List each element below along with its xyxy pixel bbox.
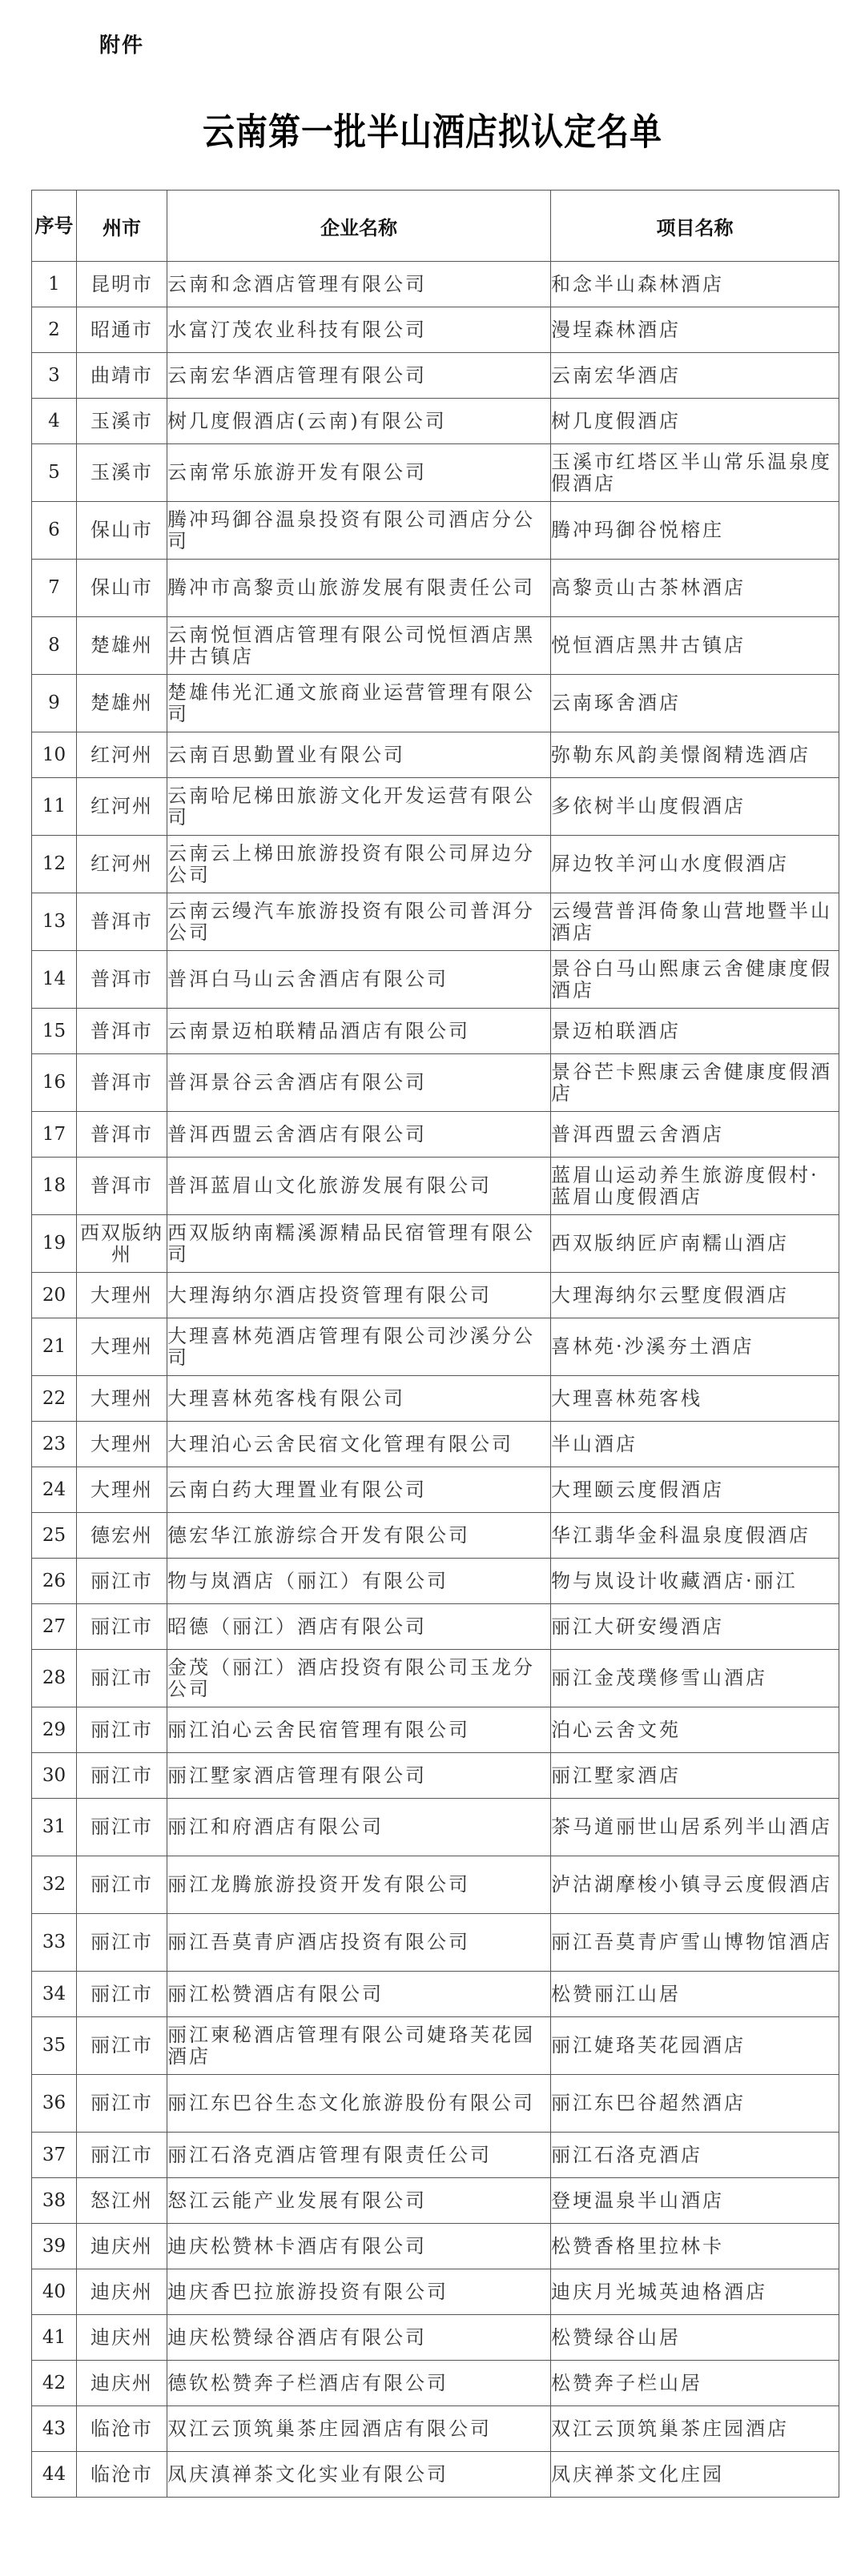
header-serial-number: 序号 [32, 191, 77, 262]
table-row [32, 2315, 839, 2361]
company-name-cell: 迪庆松赞林卡酒店有限公司 [167, 2224, 551, 2269]
company-name-cell: 普洱白马山云舍酒店有限公司 [167, 951, 551, 1009]
project-name-cell: 半山酒店 [551, 1422, 839, 1467]
city-cell: 丽江市 [77, 1856, 167, 1914]
serial-number-cell: 21 [32, 1318, 77, 1376]
serial-number-cell: 34 [32, 1972, 77, 2017]
company-name-cell: 云南云上梯田旅游投资有限公司屏边分公司 [167, 836, 551, 893]
table-row [32, 1650, 839, 1707]
table-row [32, 617, 839, 675]
company-name-cell: 西双版纳南糯溪源精品民宿管理有限公司 [167, 1215, 551, 1273]
project-name-cell: 丽江石洛克酒店 [551, 2133, 839, 2178]
project-name-cell: 大理海纳尔云墅度假酒店 [551, 1273, 839, 1318]
table-row [32, 502, 839, 560]
company-name-cell: 丽江柬秘酒店管理有限公司婕珞芙花园酒店 [167, 2017, 551, 2075]
city-cell: 普洱市 [77, 1009, 167, 1054]
project-name-cell: 屏边牧羊河山水度假酒店 [551, 836, 839, 893]
serial-number-cell: 31 [32, 1799, 77, 1856]
table-row [32, 2133, 839, 2178]
table-row [32, 1376, 839, 1422]
city-cell: 大理州 [77, 1318, 167, 1376]
city-cell: 大理州 [77, 1376, 167, 1422]
company-name-cell: 大理喜林苑客栈有限公司 [167, 1376, 551, 1422]
city-cell: 迪庆州 [77, 2269, 167, 2315]
serial-number-cell: 25 [32, 1513, 77, 1559]
header-city: 州市 [77, 191, 167, 262]
city-cell: 德宏州 [77, 1513, 167, 1559]
table-row [32, 1559, 839, 1604]
table-row [32, 353, 839, 399]
city-cell: 丽江市 [77, 2017, 167, 2075]
serial-number-cell: 14 [32, 951, 77, 1009]
project-name-cell: 多依树半山度假酒店 [551, 778, 839, 836]
serial-number-cell: 5 [32, 444, 77, 502]
table-row [32, 560, 839, 617]
page-title: 云南第一批半山酒店拟认定名单 [203, 110, 662, 154]
city-cell: 丽江市 [77, 2075, 167, 2133]
city-cell: 红河州 [77, 778, 167, 836]
company-name-cell: 德钦松赞奔子栏酒店有限公司 [167, 2361, 551, 2406]
city-cell: 丽江市 [77, 1650, 167, 1707]
project-name-cell: 西双版纳匠庐南糯山酒店 [551, 1215, 839, 1273]
company-name-cell: 云南悦恒酒店管理有限公司悦恒酒店黑井古镇店 [167, 617, 551, 675]
table-row [32, 836, 839, 893]
hotel-list-table [31, 190, 839, 2498]
company-name-cell: 云南和念酒店管理有限公司 [167, 262, 551, 307]
project-name-cell: 景谷白马山熙康云舍健康度假酒店 [551, 951, 839, 1009]
company-name-cell: 云南百思勤置业有限公司 [167, 732, 551, 778]
company-name-cell: 普洱西盟云舍酒店有限公司 [167, 1112, 551, 1158]
serial-number-cell: 17 [32, 1112, 77, 1158]
company-name-cell: 丽江和府酒店有限公司 [167, 1799, 551, 1856]
project-name-cell: 漫埕森林酒店 [551, 307, 839, 353]
serial-number-cell: 19 [32, 1215, 77, 1273]
serial-number-cell: 13 [32, 893, 77, 951]
company-name-cell: 普洱蓝眉山文化旅游发展有限公司 [167, 1158, 551, 1215]
company-name-cell: 大理海纳尔酒店投资管理有限公司 [167, 1273, 551, 1318]
company-name-cell: 丽江松赞酒店有限公司 [167, 1972, 551, 2017]
table-row [32, 1273, 839, 1318]
city-cell: 迪庆州 [77, 2315, 167, 2361]
table-row [32, 2452, 839, 2498]
table-row [32, 2017, 839, 2075]
city-cell: 普洱市 [77, 1158, 167, 1215]
project-name-cell: 景谷芒卡熙康云舍健康度假酒店 [551, 1054, 839, 1112]
project-name-cell: 泸沽湖摩梭小镇寻云度假酒店 [551, 1856, 839, 1914]
city-cell: 丽江市 [77, 1559, 167, 1604]
company-name-cell: 丽江泊心云舍民宿管理有限公司 [167, 1707, 551, 1753]
project-name-cell: 丽江婕珞芙花园酒店 [551, 2017, 839, 2075]
serial-number-cell: 26 [32, 1559, 77, 1604]
table-row [32, 2224, 839, 2269]
table-row [32, 2075, 839, 2133]
table-row [32, 1422, 839, 1467]
company-name-cell: 物与岚酒店（丽江）有限公司 [167, 1559, 551, 1604]
company-name-cell: 迪庆松赞绿谷酒店有限公司 [167, 2315, 551, 2361]
company-name-cell: 云南宏华酒店管理有限公司 [167, 353, 551, 399]
company-name-cell: 丽江吾莫青庐酒店投资有限公司 [167, 1914, 551, 1972]
serial-number-cell: 24 [32, 1467, 77, 1513]
company-name-cell: 腾冲市高黎贡山旅游发展有限责任公司 [167, 560, 551, 617]
table-row [32, 675, 839, 732]
project-name-cell: 普洱西盟云舍酒店 [551, 1112, 839, 1158]
project-name-cell: 云缦营普洱倚象山营地暨半山酒店 [551, 893, 839, 951]
company-name-cell: 云南景迈柏联精品酒店有限公司 [167, 1009, 551, 1054]
serial-number-cell: 4 [32, 399, 77, 444]
company-name-cell: 云南云缦汽车旅游投资有限公司普洱分公司 [167, 893, 551, 951]
company-name-cell: 丽江东巴谷生态文化旅游股份有限公司 [167, 2075, 551, 2133]
table-row [32, 2361, 839, 2406]
city-cell: 丽江市 [77, 1753, 167, 1799]
project-name-cell: 景迈柏联酒店 [551, 1009, 839, 1054]
city-cell: 玉溪市 [77, 399, 167, 444]
company-name-cell: 丽江墅家酒店管理有限公司 [167, 1753, 551, 1799]
city-cell: 曲靖市 [77, 353, 167, 399]
serial-number-cell: 8 [32, 617, 77, 675]
table-row [32, 1799, 839, 1856]
project-name-cell: 物与岚设计收藏酒店·丽江 [551, 1559, 839, 1604]
serial-number-cell: 18 [32, 1158, 77, 1215]
project-name-cell: 丽江大研安缦酒店 [551, 1604, 839, 1650]
city-cell: 丽江市 [77, 1707, 167, 1753]
company-name-cell: 迪庆香巴拉旅游投资有限公司 [167, 2269, 551, 2315]
serial-number-cell: 15 [32, 1009, 77, 1054]
project-name-cell: 丽江墅家酒店 [551, 1753, 839, 1799]
serial-number-cell: 2 [32, 307, 77, 353]
company-name-cell: 大理喜林苑酒店管理有限公司沙溪分公司 [167, 1318, 551, 1376]
serial-number-cell: 30 [32, 1753, 77, 1799]
project-name-cell: 松赞香格里拉林卡 [551, 2224, 839, 2269]
city-cell: 丽江市 [77, 1799, 167, 1856]
city-cell: 红河州 [77, 732, 167, 778]
company-name-cell: 怒江云能产业发展有限公司 [167, 2178, 551, 2224]
serial-number-cell: 12 [32, 836, 77, 893]
company-name-cell: 凤庆滇禅茶文化实业有限公司 [167, 2452, 551, 2498]
serial-number-cell: 27 [32, 1604, 77, 1650]
city-cell: 临沧市 [77, 2452, 167, 2498]
city-cell: 丽江市 [77, 1972, 167, 2017]
table-row [32, 1513, 839, 1559]
project-name-cell: 悦恒酒店黑井古镇店 [551, 617, 839, 675]
city-cell: 昆明市 [77, 262, 167, 307]
serial-number-cell: 37 [32, 2133, 77, 2178]
company-name-cell: 双江云顶筑巢茶庄园酒店有限公司 [167, 2406, 551, 2452]
company-name-cell: 德宏华江旅游综合开发有限公司 [167, 1513, 551, 1559]
table-header-row [32, 191, 839, 262]
serial-number-cell: 20 [32, 1273, 77, 1318]
table-row [32, 2406, 839, 2452]
table-row [32, 2178, 839, 2224]
header-company: 企业名称 [167, 191, 551, 262]
city-cell: 保山市 [77, 502, 167, 560]
serial-number-cell: 33 [32, 1914, 77, 1972]
company-name-cell: 水富汀茂农业科技有限公司 [167, 307, 551, 353]
city-cell: 大理州 [77, 1422, 167, 1467]
company-name-cell: 腾冲玛御谷温泉投资有限公司酒店分公司 [167, 502, 551, 560]
project-name-cell: 茶马道丽世山居系列半山酒店 [551, 1799, 839, 1856]
company-name-cell: 云南常乐旅游开发有限公司 [167, 444, 551, 502]
table-row [32, 399, 839, 444]
project-name-cell: 玉溪市红塔区半山常乐温泉度假酒店 [551, 444, 839, 502]
city-cell: 西双版纳州 [77, 1215, 167, 1273]
city-cell: 普洱市 [77, 1054, 167, 1112]
table-row [32, 1318, 839, 1376]
project-name-cell: 高黎贡山古茶林酒店 [551, 560, 839, 617]
serial-number-cell: 35 [32, 2017, 77, 2075]
table-row [32, 1054, 839, 1112]
company-name-cell: 丽江石洛克酒店管理有限责任公司 [167, 2133, 551, 2178]
city-cell: 普洱市 [77, 951, 167, 1009]
project-name-cell: 松赞绿谷山居 [551, 2315, 839, 2361]
attachment-label: 附件 [99, 34, 145, 58]
project-name-cell: 大理颐云度假酒店 [551, 1467, 839, 1513]
serial-number-cell: 16 [32, 1054, 77, 1112]
serial-number-cell: 7 [32, 560, 77, 617]
project-name-cell: 登埂温泉半山酒店 [551, 2178, 839, 2224]
serial-number-cell: 42 [32, 2361, 77, 2406]
project-name-cell: 松赞奔子栏山居 [551, 2361, 839, 2406]
project-name-cell: 凤庆禅茶文化庄园 [551, 2452, 839, 2498]
serial-number-cell: 43 [32, 2406, 77, 2452]
table-row [32, 1009, 839, 1054]
project-name-cell: 云南宏华酒店 [551, 353, 839, 399]
table-row [32, 732, 839, 778]
serial-number-cell: 9 [32, 675, 77, 732]
city-cell: 怒江州 [77, 2178, 167, 2224]
serial-number-cell: 11 [32, 778, 77, 836]
serial-number-cell: 32 [32, 1856, 77, 1914]
serial-number-cell: 6 [32, 502, 77, 560]
company-name-cell: 普洱景谷云舍酒店有限公司 [167, 1054, 551, 1112]
serial-number-cell: 28 [32, 1650, 77, 1707]
city-cell: 普洱市 [77, 1112, 167, 1158]
serial-number-cell: 23 [32, 1422, 77, 1467]
company-name-cell: 金茂（丽江）酒店投资有限公司玉龙分公司 [167, 1650, 551, 1707]
table-row [32, 1914, 839, 1972]
company-name-cell: 云南哈尼梯田旅游文化开发运营有限公司 [167, 778, 551, 836]
serial-number-cell: 29 [32, 1707, 77, 1753]
city-cell: 普洱市 [77, 893, 167, 951]
table-row [32, 2269, 839, 2315]
table-row [32, 1467, 839, 1513]
table-row [32, 444, 839, 502]
city-cell: 大理州 [77, 1467, 167, 1513]
project-name-cell: 丽江金茂璞修雪山酒店 [551, 1650, 839, 1707]
project-name-cell: 双江云顶筑巢茶庄园酒店 [551, 2406, 839, 2452]
table-row [32, 1972, 839, 2017]
project-name-cell: 松赞丽江山居 [551, 1972, 839, 2017]
serial-number-cell: 1 [32, 262, 77, 307]
project-name-cell: 腾冲玛御谷悦榕庄 [551, 502, 839, 560]
company-name-cell: 树几度假酒店(云南)有限公司 [167, 399, 551, 444]
table-row [32, 1707, 839, 1753]
table-row [32, 893, 839, 951]
project-name-cell: 弥勒东风韵美憬阁精选酒店 [551, 732, 839, 778]
project-name-cell: 大理喜林苑客栈 [551, 1376, 839, 1422]
serial-number-cell: 10 [32, 732, 77, 778]
header-project: 项目名称 [551, 191, 839, 262]
city-cell: 丽江市 [77, 1604, 167, 1650]
serial-number-cell: 38 [32, 2178, 77, 2224]
project-name-cell: 丽江吾莫青庐雪山博物馆酒店 [551, 1914, 839, 1972]
table-row [32, 307, 839, 353]
city-cell: 丽江市 [77, 2133, 167, 2178]
company-name-cell: 楚雄伟光汇通文旅商业运营管理有限公司 [167, 675, 551, 732]
company-name-cell: 丽江龙腾旅游投资开发有限公司 [167, 1856, 551, 1914]
table-row [32, 1158, 839, 1215]
company-name-cell: 昭德（丽江）酒店有限公司 [167, 1604, 551, 1650]
project-name-cell: 喜林苑·沙溪夯土酒店 [551, 1318, 839, 1376]
city-cell: 大理州 [77, 1273, 167, 1318]
project-name-cell: 云南琢舍酒店 [551, 675, 839, 732]
company-name-cell: 云南白药大理置业有限公司 [167, 1467, 551, 1513]
table-row [32, 1753, 839, 1799]
serial-number-cell: 44 [32, 2452, 77, 2498]
city-cell: 临沧市 [77, 2406, 167, 2452]
table-row [32, 951, 839, 1009]
table-row [32, 1856, 839, 1914]
table-row [32, 778, 839, 836]
city-cell: 昭通市 [77, 307, 167, 353]
city-cell: 楚雄州 [77, 675, 167, 732]
project-name-cell: 泊心云舍文苑 [551, 1707, 839, 1753]
project-name-cell: 蓝眉山运动养生旅游度假村·蓝眉山度假酒店 [551, 1158, 839, 1215]
table-row [32, 1112, 839, 1158]
city-cell: 保山市 [77, 560, 167, 617]
project-name-cell: 丽江东巴谷超然酒店 [551, 2075, 839, 2133]
serial-number-cell: 3 [32, 353, 77, 399]
city-cell: 红河州 [77, 836, 167, 893]
project-name-cell: 和念半山森林酒店 [551, 262, 839, 307]
serial-number-cell: 40 [32, 2269, 77, 2315]
table-row [32, 262, 839, 307]
city-cell: 楚雄州 [77, 617, 167, 675]
serial-number-cell: 36 [32, 2075, 77, 2133]
project-name-cell: 树几度假酒店 [551, 399, 839, 444]
serial-number-cell: 39 [32, 2224, 77, 2269]
table-row [32, 1215, 839, 1273]
serial-number-cell: 22 [32, 1376, 77, 1422]
serial-number-cell: 41 [32, 2315, 77, 2361]
company-name-cell: 大理泊心云舍民宿文化管理有限公司 [167, 1422, 551, 1467]
project-name-cell: 迪庆月光城英迪格酒店 [551, 2269, 839, 2315]
city-cell: 迪庆州 [77, 2224, 167, 2269]
city-cell: 玉溪市 [77, 444, 167, 502]
project-name-cell: 华江翡华金科温泉度假酒店 [551, 1513, 839, 1559]
city-cell: 丽江市 [77, 1914, 167, 1972]
table-row [32, 1604, 839, 1650]
city-cell: 迪庆州 [77, 2361, 167, 2406]
